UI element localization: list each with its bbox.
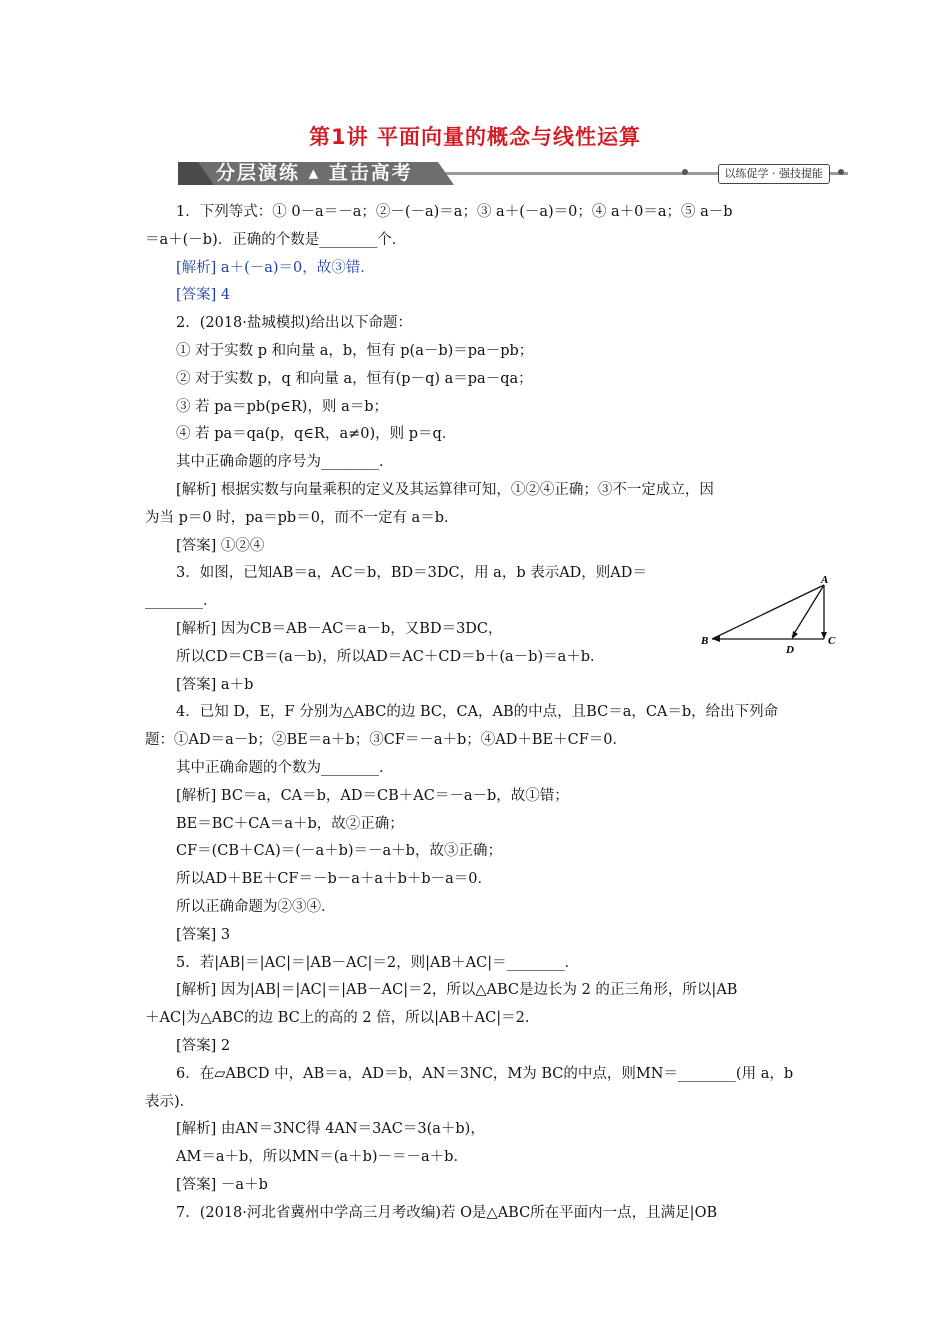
text-line: ④ 若 pa＝qa(p，q∈R，a≠0)，则 p＝q．	[176, 426, 457, 443]
text-line: 5．若|AB|＝|AC|＝|AB－AC|＝2，则|AB＋AC|＝________．	[176, 954, 580, 971]
vertex-label-c: C	[828, 635, 836, 647]
text-line: [答案] a＋b	[176, 676, 254, 693]
text-line: [解析] BC＝a，CA＝b，AD＝CB＋AC＝－a－b，故①错；	[176, 787, 569, 804]
banner-dot-right	[838, 169, 844, 175]
section-banner	[178, 160, 848, 187]
vertex-label-b: B	[701, 635, 709, 647]
banner-left-text: 分层演练 ▴ 直击高考	[216, 162, 413, 184]
text-line: 所以正确命题为②③④．	[176, 898, 336, 915]
text-line: ＝a＋(－b)．正确的个数是________个．	[145, 231, 407, 248]
text-line: [答案] 3	[176, 926, 231, 943]
text-line: ________．	[145, 593, 218, 610]
text-line: [解析] 根据实数与向量乘积的定义及其运算律可知，①②④正确；③不一定成立，因	[176, 481, 714, 498]
page-title: 第1讲 平面向量的概念与线性运算	[309, 125, 641, 149]
text-line: 题：①AD＝a－b；②BE＝a＋b；③CF＝－a＋b；④AD＋BE＋CF＝0．	[145, 732, 627, 749]
text-line: 6．在▱ABCD 中，AB＝a，AD＝b，AN＝3NC，M为 BC的中点，则MN＝________(用 a，b	[176, 1065, 794, 1082]
text-line: 4．已知 D，E，F 分别为△ABC的边 BC，CA，AB的中点，且BC＝a，CA＝b，给出下列命	[176, 704, 779, 721]
text-line: [答案] ①②④	[176, 537, 265, 554]
text-line: 为当 p＝0 时，pa＝pb＝0，而不一定有 a＝b．	[145, 509, 459, 526]
text-line: 2．(2018·盐城模拟)给出以下命题：	[176, 315, 413, 332]
triangle-figure	[700, 573, 840, 657]
text-line: AM＝a＋b，所以MN＝(a＋b)－＝－a＋b．	[176, 1149, 468, 1166]
text-line: [解析] a＋(－a)＝0，故③错．	[176, 259, 375, 276]
text-line: ③ 若 pa＝pb(p∈R)，则 a＝b；	[176, 398, 388, 415]
vertex-label-a: A	[821, 574, 829, 586]
text-line: ② 对于实数 p，q 和向量 a，恒有(p－q) a＝pa－qa；	[176, 370, 533, 387]
text-line: 7．(2018·河北省冀州中学高三月考改编)若 O是△ABC所在平面内一点，且满足|OB	[176, 1204, 718, 1221]
text-line: 所以AD＋BE＋CF＝－b－a＋a＋b＋b－a＝0．	[176, 871, 492, 888]
text-line: 所以CD＝CB＝(a－b)，所以AD＝AC＋CD＝b＋(a－b)＝a＋b．	[176, 648, 605, 665]
text-line: 其中正确命题的序号为________．	[176, 454, 394, 471]
text-line: ＋AC|为△ABC的边 BC上的高的 2 倍，所以|AB＋AC|＝2.	[145, 1010, 530, 1027]
problem-list	[145, 199, 810, 1227]
text-line: [答案] 4	[176, 287, 231, 304]
text-line: [答案] 2	[176, 1037, 231, 1054]
text-line: 1．下列等式：① 0－a＝－a；②－(－a)＝a；③ a＋(－a)＝0；④ a＋0＝a；⑤ a－b	[176, 204, 733, 220]
text-line: 表示)．	[145, 1093, 195, 1110]
text-line: ① 对于实数 p 和向量 a，b，恒有 p(a－b)＝pa－pb；	[176, 342, 534, 359]
banner-right-tag: 以练促学 · 强技提能	[718, 164, 831, 184]
text-line: [解析] 由AN＝3NC得 4AN＝3AC＝3(a＋b)，	[176, 1121, 485, 1138]
text-line: [答案] －a＋b	[176, 1176, 268, 1193]
text-line: [解析] 因为CB＝AB－AC＝a－b，又BD＝3DC，	[176, 620, 503, 637]
text-line: CF＝(CB＋CA)＝(－a＋b)＝－a＋b，故③正确；	[176, 843, 502, 860]
text-line: [解析] 因为|AB|＝|AC|＝|AB－AC|＝2，所以△ABC是边长为 2 的正三角形，所以|AB	[176, 982, 738, 999]
text-line: 其中正确命题的个数为________．	[176, 759, 394, 776]
banner-dot-left	[682, 169, 688, 175]
text-line: 3．如图，已知AB＝a，AC＝b，BD＝3DC，用 a，b 表示AD，则AD＝	[176, 565, 647, 582]
vertex-label-d: D	[786, 644, 794, 656]
text-line: BE＝BC＋CA＝a＋b，故②正确；	[176, 815, 404, 832]
